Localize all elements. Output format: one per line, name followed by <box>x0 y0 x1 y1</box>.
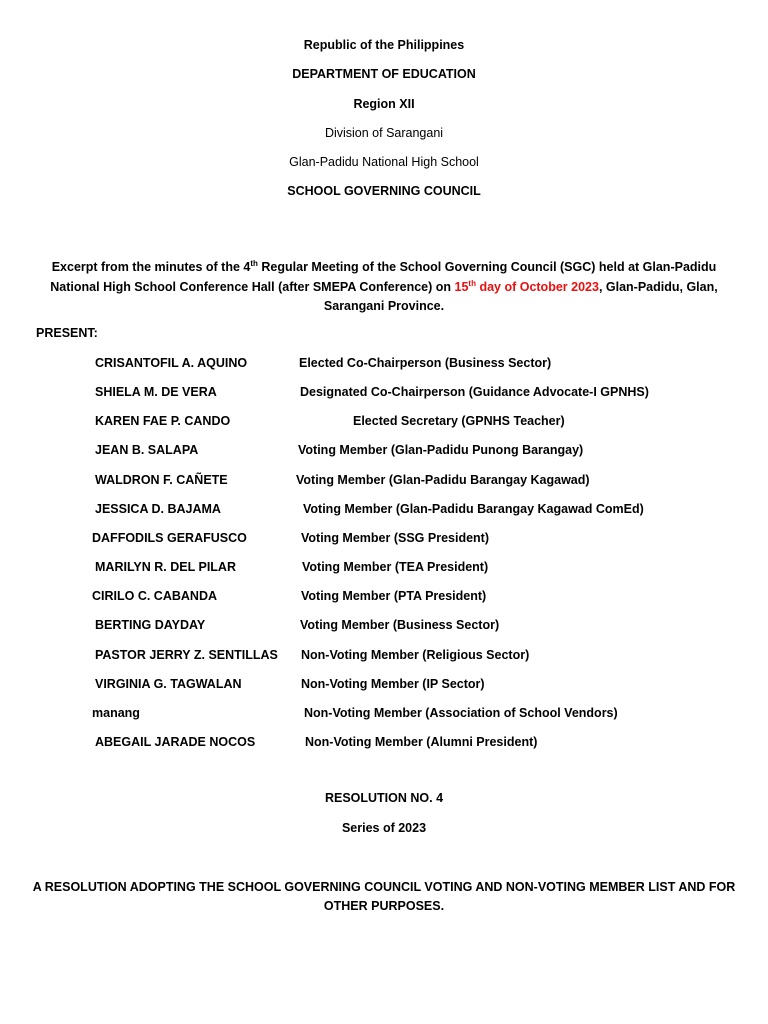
member-row <box>0 734 768 750</box>
member-role: Elected Secretary (GPNHS Teacher) <box>353 414 565 428</box>
minutes-excerpt <box>30 258 738 317</box>
meeting-date-day: 15 <box>454 279 469 294</box>
member-role: Non-Voting Member (IP Sector) <box>301 677 485 691</box>
header-division: Division of Sarangani <box>324 126 444 140</box>
member-name: KAREN FAE P. CANDO <box>95 414 231 428</box>
header-department: DEPARTMENT OF EDUCATION <box>292 67 476 81</box>
member-role: Voting Member (Business Sector) <box>300 618 500 632</box>
member-name: WALDRON F. CAÑETE <box>95 473 228 487</box>
member-name: manang <box>92 706 140 720</box>
member-name: JEAN B. SALAPA <box>95 443 199 457</box>
member-row <box>0 413 768 429</box>
member-role: Voting Member (Glan-Padidu Barangay Kagawad ComEd) <box>303 502 644 516</box>
member-row <box>0 442 768 458</box>
header-region: Region XII <box>353 97 415 111</box>
member-role: Non-Voting Member (Association of School Vendors) <box>304 706 618 720</box>
excerpt-ordinal-suffix: th <box>250 259 258 268</box>
resolution-title: A RESOLUTION ADOPTING THE SCHOOL GOVERNING COUNCIL VOTING AND NON-VOTING MEMBER LIST AND FOR OTHER PURPOSES. <box>32 880 736 913</box>
member-name: DAFFODILS GERAFUSCO <box>92 531 247 545</box>
header-republic: Republic of the Philippines <box>303 38 465 52</box>
member-row <box>0 355 768 371</box>
member-row <box>0 705 768 721</box>
meeting-date <box>455 280 599 294</box>
member-name: SHIELA M. DE VERA <box>95 385 217 399</box>
member-role: Voting Member (SSG President) <box>301 531 489 545</box>
header-council: SCHOOL GOVERNING COUNCIL <box>287 184 481 198</box>
member-row <box>0 472 768 488</box>
member-row <box>0 530 768 546</box>
member-name: CIRILO C. CABANDA <box>92 589 217 603</box>
member-name: JESSICA D. BAJAMA <box>95 502 221 516</box>
meeting-date-rest: day of October 2023 <box>475 279 599 294</box>
member-row <box>0 617 768 633</box>
resolution-series: Series of 2023 <box>341 821 427 835</box>
member-role: Voting Member (PTA President) <box>301 589 487 603</box>
member-role: Non-Voting Member (Religious Sector) <box>301 648 530 662</box>
member-name: MARILYN R. DEL PILAR <box>95 560 236 574</box>
member-row <box>0 384 768 400</box>
member-role: Voting Member (Glan-Padidu Punong Barangay) <box>298 443 584 457</box>
excerpt-text-1: Excerpt from the minutes of the 4 <box>51 260 251 274</box>
member-name: VIRGINIA G. TAGWALAN <box>95 677 242 691</box>
member-row <box>0 559 768 575</box>
member-name: PASTOR JERRY Z. SENTILLAS <box>95 648 278 662</box>
excerpt-text-3: , Glan-Padidu, Glan, Sarangani Province. <box>323 279 718 313</box>
member-name: CRISANTOFIL A. AQUINO <box>95 356 248 370</box>
member-name: BERTING DAYDAY <box>95 618 206 632</box>
member-role: Designated Co-Chairperson (Guidance Advocate-I GPNHS) <box>300 385 649 399</box>
member-row <box>0 676 768 692</box>
resolution-number: RESOLUTION NO. 4 <box>324 791 444 805</box>
header-school: Glan-Padidu National High School <box>289 155 479 169</box>
meeting-date-suffix: th <box>468 278 476 288</box>
member-row <box>0 501 768 517</box>
member-role: Elected Co-Chairperson (Business Sector) <box>299 356 552 370</box>
member-role: Voting Member (Glan-Padidu Barangay Kagawad) <box>296 473 590 487</box>
member-row <box>0 647 768 663</box>
member-role: Voting Member (TEA President) <box>302 560 489 574</box>
member-role: Non-Voting Member (Alumni President) <box>305 735 538 749</box>
present-label: PRESENT: <box>36 326 98 340</box>
excerpt-text-2: Regular Meeting of the School Governing Council (SGC) held at Glan-Padidu National High School Conference Hall (after SMEPA Conference) on <box>50 260 717 294</box>
member-row <box>0 588 768 604</box>
member-name: ABEGAIL JARADE NOCOS <box>95 735 256 749</box>
